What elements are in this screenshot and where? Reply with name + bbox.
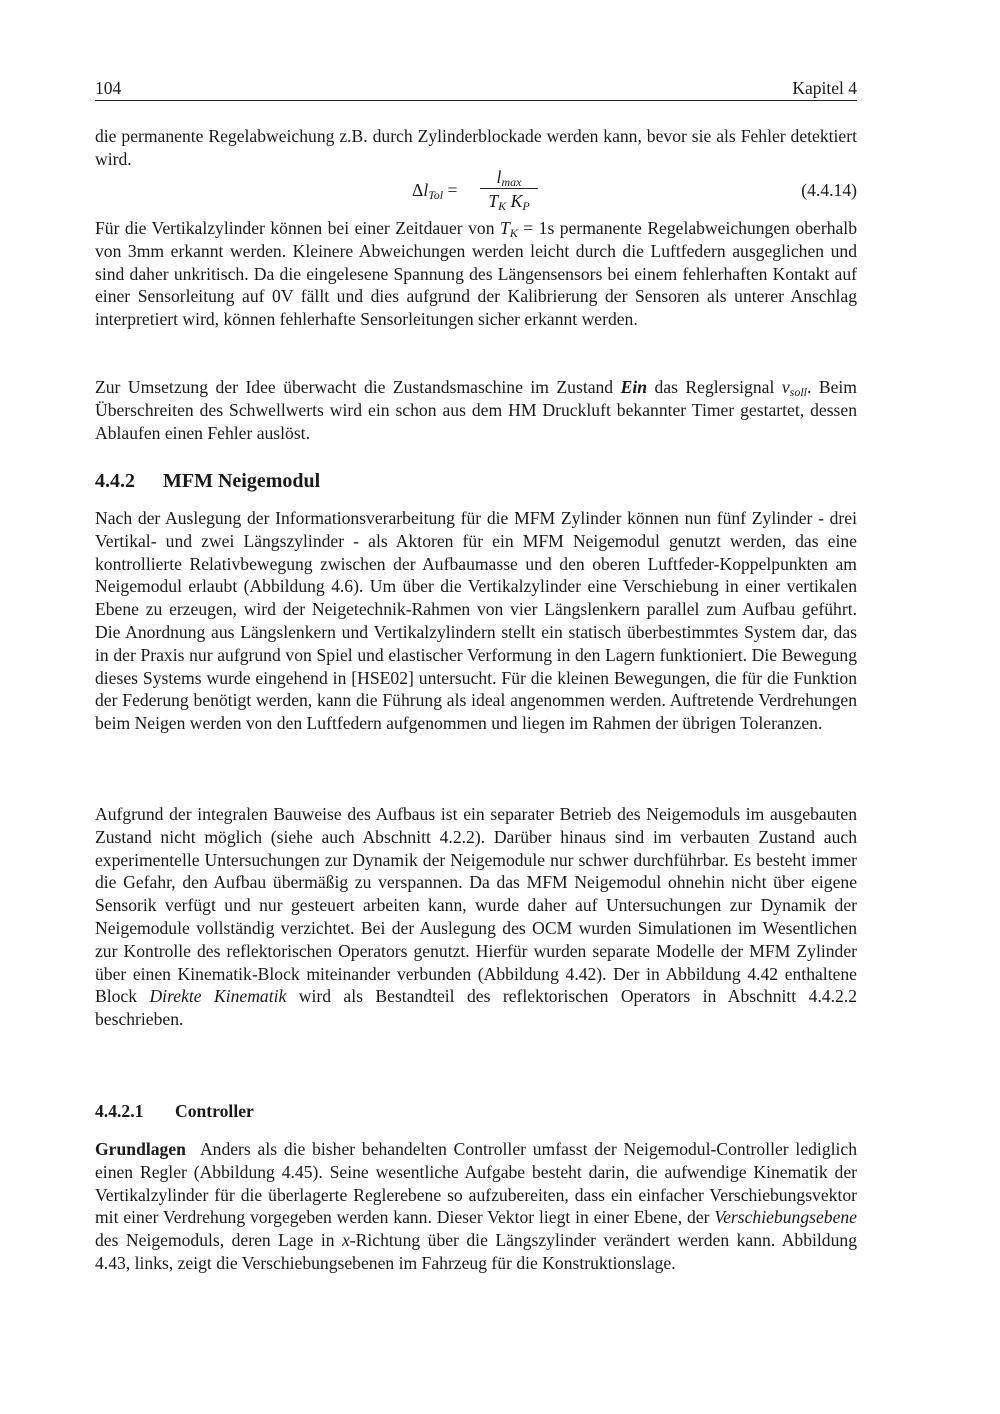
subsection-heading	[95, 1101, 254, 1122]
paragraph-3: Nach der Auslegung der Informationsverarbeitung für die MFM Zylinder können nun fünf Zylinder - drei Vertikal- und zwei Längszylinder - als Aktoren für ein MFM Neigemodul genutzt werden, das eine kontrollierte Relativbewegung zwischen der Aufbaumasse und den oberen Luftfeder-Koppelpunkten am Neigemodul erlaubt (Abbildung 4.6). Um über die Vertikalzylinder eine Verschiebung in einer vertikalen Ebene zu erzeugen, wird der Neigetechnik-Rahmen von vier Längslenkern parallel zum Aufbau geführt. Die Anordnung aus Längslenkern und Vertikalzylindern stellt ein statisch überbestimmtes System dar, das in der Praxis nur aufgrund von Spiel und elastischer Verformung in den Lagern funktioniert. Die Bewegung dieses Systems wurde eingehend in [HSE02] untersucht. Für die kleinen Bewegungen, die für die Funktion der Federung benötigt werden, kann die Führung als ideal angenommen werden. Auftretende Verdrehungen beim Neigen werden von den Luftfedern aufgenommen und liegen im Rahmen der übrigen Toleranzen.	[95, 508, 857, 734]
equation-fraction	[480, 166, 538, 213]
paragraph-1: Für die Vertikalzylinder können bei einer Zeitdauer von $T_K = 1s$ permanente Regelabweichungen oberhalb von 3mm erkannt werden. Kleinere Abweichungen werden leicht durch die Luftfedern ausgeglichen und sind daher unkritisch. Da die eingelesene Spannung des Längensensors bei einem fehlerhaften Kontakt auf einer Sensorleitung auf 0V fällt und dies aufgrund der Kalibrierung der Sensoren als unterer Anschlag interpretiert wird, können fehlerhafte Sensorleitungen sicher erkannt werden.	[95, 218, 857, 330]
section-number: 4.4.2	[95, 470, 135, 492]
section-heading	[95, 470, 320, 493]
paragraph-4: Aufgrund der integralen Bauweise des Aufbaus ist ein separater Betrieb des Neigemoduls im ausgebauten Zustand nicht möglich (siehe auch Abschnitt 4.2.2). Darüber hinaus sind im verbauten Zustand auch experimentelle Untersuchungen zur Dynamik der Neigemodule nur schwer durchführbar. Es besteht immer die Gefahr, den Aufbau übermäßig zu verspannen. Da das MFM Neigemodul ohnehin nicht über eigene Sensorik verfügt und nur gesteuert arbeiten kann, wurde daher auf Untersuchungen zur Dynamik der Neigemodule vollständig verzichtet. Bei der Auslegung des OCM wurden Simulationen im Wesentlichen zur Kontrolle des reflektorischen Operators genutzt. Hierfür wurden separate Modelle der MFM Zylinder über einen Kinematik-Block miteinander verbunden (Abbildung 4.42). Der in Abbildung 4.42 enthaltene Block Direkte Kinematik wird als Bestandteil des reflektorischen Operators in Abschnitt 4.4.2.2 beschrieben.	[95, 804, 857, 1030]
equation-number: (4.4.14)	[801, 180, 857, 200]
run-in-heading: Grundlagen	[95, 1139, 186, 1159]
equation-numerator: $l_{max}$	[480, 166, 538, 189]
paragraph-2: Zur Umsetzung der Idee überwacht die Zustandsmaschine im Zustand Ein das Reglersignal $v_{soll}$. Beim Überschreiten des Schwellwerts wird ein schon aus dem HM Druckluft bekannter Timer gestartet, dessen Ablaufen einen Fehler auslöst.	[95, 377, 857, 443]
chapter-label: Kapitel 4	[792, 78, 857, 98]
section-title: MFM Neigemodul	[163, 470, 321, 492]
page-number: 104	[95, 78, 122, 98]
equation-denominator: $T_K$ $K_P$	[488, 191, 530, 213]
intro-paragraph: die permanente Regelabweichung z.B. durch Zylinderblockade werden kann, bevor sie als Fehler detektiert wird.	[95, 126, 857, 169]
state-name: Ein	[620, 377, 648, 397]
subsection-number: 4.4.2.1	[95, 1101, 144, 1121]
paragraph-5: Grundlagen Anders als die bisher behandelten Controller umfasst der Neigemodul-Controller lediglich einen Regler (Abbildung 4.45). Seine wesentliche Aufgabe besteht darin, die aufwendige Kinematik der Vertikalzylinder für die überlagerte Reglerebene so aufzubereiten, dass ein einfacher Verschiebungsvektor mit einer Verdrehung vorgegeben werden kann. Dieser Vektor liegt in einer Ebene, der Verschiebungsebene des Neigemoduls, deren Lage in x-Richtung über die Längszylinder verändert werden kann. Abbildung 4.43, links, zeigt die Verschiebungsebenen im Fahrzeug für die Konstruktionslage.	[95, 1139, 857, 1273]
equation-4-4-14	[95, 166, 857, 216]
equation-lhs: $\Delta l_{Tol}$ =	[412, 180, 458, 202]
plane-term: Verschiebungsebene	[714, 1207, 857, 1228]
subsection-title: Controller	[175, 1101, 254, 1121]
running-header	[95, 78, 857, 101]
block-name: Direkte Kinematik	[149, 986, 287, 1007]
intro-block	[95, 125, 857, 171]
